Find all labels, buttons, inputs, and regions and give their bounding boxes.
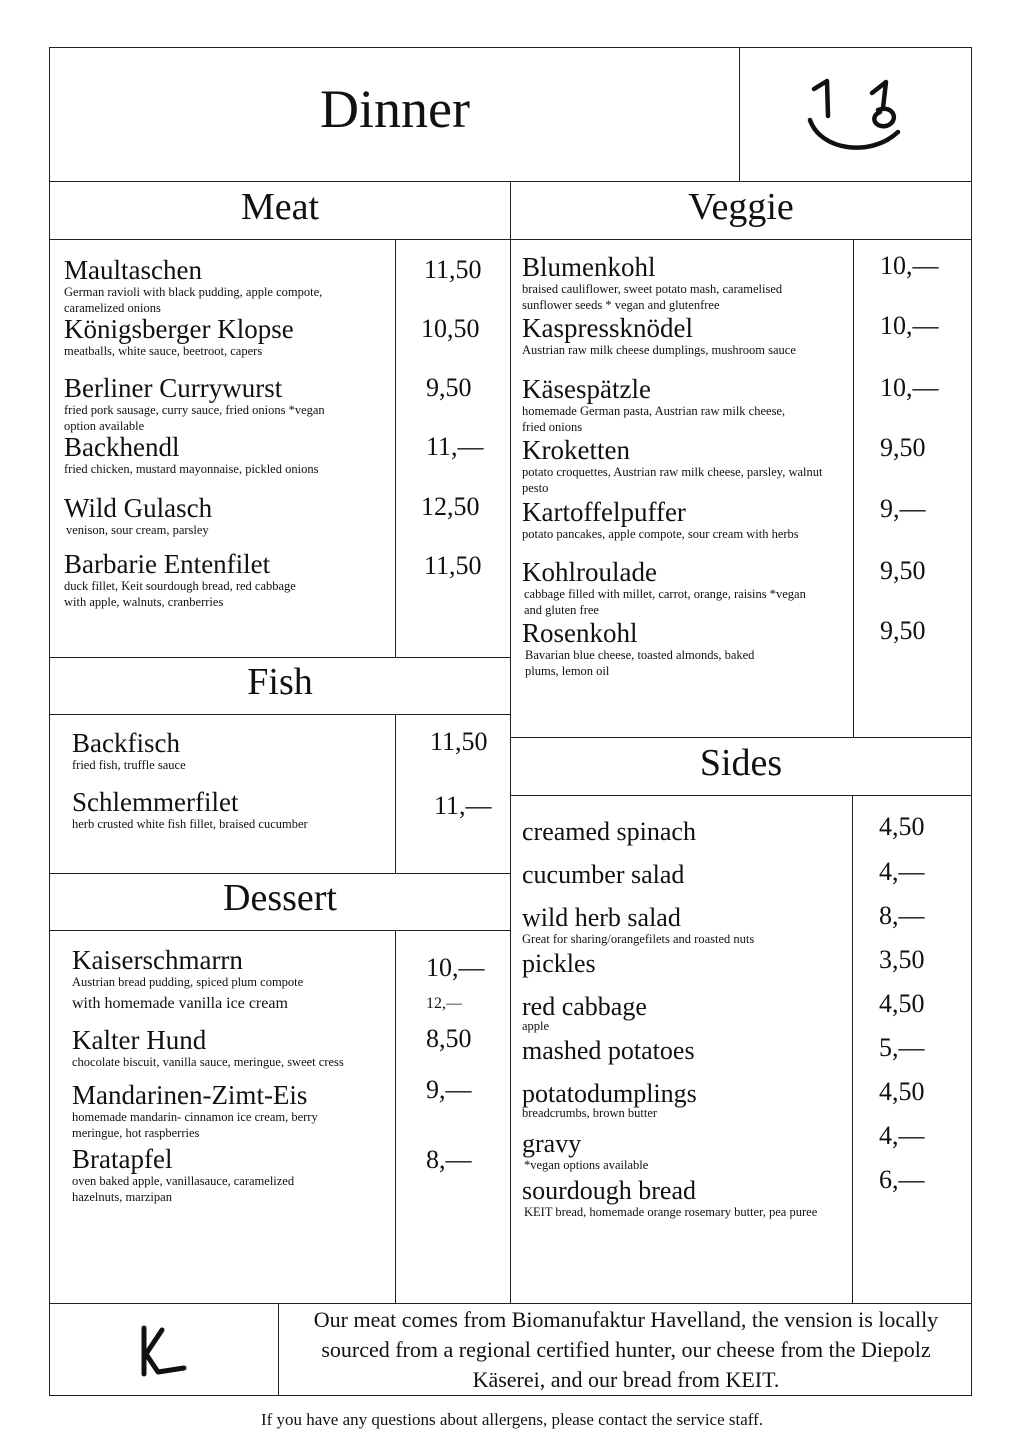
- item-price: 10,50: [421, 314, 480, 343]
- menu-item-berliner-currywurst: [64, 375, 384, 434]
- item-name: Kartoffelpuffer: [522, 497, 686, 527]
- page-title: Dinner: [320, 79, 470, 139]
- item-name: Berliner Currywurst: [64, 373, 283, 403]
- dessert-price-cell: [395, 930, 511, 1304]
- item-price: 11,—: [426, 432, 484, 461]
- menu-item-kohlroulade: [522, 559, 842, 618]
- item-price: 9,50: [880, 556, 926, 585]
- item-price: 10,—: [880, 373, 939, 402]
- item-price: 12,50: [421, 492, 480, 521]
- item-name: sourdough bread: [522, 1176, 697, 1205]
- veggie-heading: Veggie: [688, 186, 794, 228]
- item-extra: with homemade vanilla ice cream: [72, 995, 288, 1012]
- item-desc: Austrian raw milk cheese dumplings, mushroom sauce: [522, 343, 796, 357]
- menu-item-kaspressknoedel: [522, 315, 842, 358]
- item-name: Maultaschen: [64, 255, 202, 285]
- item-name: Kohlroulade: [522, 557, 657, 587]
- menu-item-backhendl: [64, 434, 384, 477]
- item-name: Käsespätzle: [522, 374, 651, 404]
- item-name: Schlemmerfilet: [72, 787, 239, 817]
- menu-item-kalter-hund: [72, 1027, 372, 1070]
- item-name: Barbarie Entenfilet: [64, 549, 271, 579]
- item-desc: Great for sharing/orangefilets and roasted nuts: [522, 932, 755, 946]
- side-item-pickles: [522, 951, 842, 977]
- item-price: 8,50: [426, 1024, 472, 1053]
- item-price: 4,—: [879, 1121, 925, 1150]
- menu-item-rosenkohl: [522, 620, 842, 679]
- item-price: 11,50: [430, 727, 488, 756]
- menu-item-barbarie-entenfilet: [64, 551, 384, 610]
- item-name: red cabbage: [522, 992, 647, 1021]
- item-price: 4,—: [879, 857, 925, 886]
- menu-item-kroketten: [522, 437, 842, 496]
- meat-heading: Meat: [240, 186, 320, 228]
- sides-heading: Sides: [699, 742, 783, 784]
- item-name: cucumber salad: [522, 860, 685, 889]
- side-item-red-cabbage: [522, 994, 842, 1033]
- side-item-sourdough-bread: [522, 1178, 842, 1220]
- side-item-potatodumplings: [522, 1081, 842, 1120]
- sourcing-note: Our meat comes from Biomanufaktur Havelland, the vension is locally sourced from a regional certified hunter, our cheese from the Diepolz Käserei, and our bread from KEIT.: [313, 1307, 939, 1392]
- item-extra-price: 12,—: [426, 995, 462, 1012]
- menu-item-kaiserschmarrn: [72, 947, 382, 1014]
- menu-item-maultaschen: [64, 257, 364, 316]
- item-name: wild herb salad: [522, 903, 681, 932]
- item-desc: braised cauliflower, sweet potato mash, caramelised sunflower seeds * vegan and glutenfree: [522, 282, 783, 312]
- item-price: 9,50: [426, 373, 472, 402]
- item-desc: duck fillet, Keit sourdough bread, red cabbage with apple, walnuts, cranberries: [64, 579, 296, 609]
- item-name: Backhendl: [64, 432, 180, 462]
- menu-item-kaesespaetzle: [522, 376, 842, 435]
- item-name: pickles: [522, 949, 596, 978]
- item-name: Blumenkohl: [522, 252, 656, 282]
- item-price: 5,—: [879, 1033, 925, 1062]
- item-name: Bratapfel: [72, 1144, 173, 1174]
- item-name: Königsberger Klopse: [64, 314, 294, 344]
- item-price: 9,50: [880, 616, 926, 645]
- item-price: 11,50: [424, 255, 482, 284]
- item-price: 8,—: [879, 901, 925, 930]
- item-name: gravy: [522, 1129, 582, 1158]
- item-desc: oven baked apple, vanillasauce, caramelized hazelnuts, marzipan: [72, 1174, 295, 1204]
- item-price: 11,—: [434, 791, 492, 820]
- item-name: Backfisch: [72, 728, 180, 758]
- item-name: creamed spinach: [522, 817, 696, 846]
- item-desc: apple: [522, 1019, 550, 1033]
- side-item-gravy: [522, 1131, 842, 1173]
- item-desc: herb crusted white fish fillet, braised cucumber: [72, 817, 308, 831]
- item-price: 10,—: [426, 953, 485, 982]
- smiley-scribble-icon: [800, 70, 910, 160]
- menu-item-koenigsberger-klopse: [64, 316, 384, 359]
- item-desc: Austrian bread pudding, spiced plum compote: [72, 975, 304, 989]
- item-price: 4,50: [879, 812, 925, 841]
- allergen-note: If you have any questions about allergens, please contact the service staff.: [260, 1410, 764, 1429]
- menu-item-kartoffelpuffer: [522, 499, 842, 542]
- item-desc: breadcrumbs, brown butter: [522, 1106, 658, 1120]
- menu-item-schlemmerfilet: [72, 789, 382, 832]
- side-item-wild-herb-salad: [522, 905, 842, 947]
- item-price: 9,—: [880, 494, 926, 523]
- item-name: potatodumplings: [522, 1079, 697, 1108]
- item-name: Mandarinen-Zimt-Eis: [72, 1080, 308, 1110]
- item-desc: meatballs, white sauce, beetroot, capers: [64, 344, 263, 358]
- item-desc: German ravioli with black pudding, apple compote, caramelized onions: [64, 285, 323, 315]
- item-name: Kaiserschmarrn: [72, 945, 243, 975]
- item-desc: chocolate biscuit, vanilla sauce, meringue, sweet cress: [72, 1055, 344, 1069]
- item-desc: fried fish, truffle sauce: [72, 758, 186, 772]
- item-desc: fried pork sausage, curry sauce, fried onions *vegan option available: [64, 403, 325, 433]
- item-price: 11,50: [424, 551, 482, 580]
- menu-item-bratapfel: [72, 1146, 382, 1205]
- item-desc: cabbage filled with millet, carrot, orange, raisins *vegan and gluten free: [524, 587, 806, 617]
- dessert-heading: Dessert: [223, 877, 337, 919]
- item-price: 4,50: [879, 989, 925, 1018]
- side-item-cucumber-salad: [522, 862, 842, 888]
- item-price: 3,50: [879, 945, 925, 974]
- fish-heading: Fish: [247, 661, 313, 703]
- item-desc: KEIT bread, homemade orange rosemary butter, pea puree: [524, 1205, 818, 1219]
- item-desc: homemade mandarin- cinnamon ice cream, berry meringue, hot raspberries: [72, 1110, 318, 1140]
- item-name: Kaspressknödel: [522, 313, 693, 343]
- menu-item-wild-gulasch: [64, 495, 384, 538]
- item-price: 10,—: [880, 251, 939, 280]
- side-item-mashed-potatoes: [522, 1038, 842, 1064]
- item-name: mashed potatoes: [522, 1036, 695, 1065]
- item-desc: homemade German pasta, Austrian raw milk cheese, fried onions: [522, 404, 786, 434]
- item-desc: venison, sour cream, parsley: [66, 523, 209, 537]
- item-price: 9,50: [880, 433, 926, 462]
- menu-item-mandarinen-zimt-eis: [72, 1082, 382, 1141]
- item-name: Rosenkohl: [522, 618, 638, 648]
- item-desc: potato croquettes, Austrian raw milk cheese, parsley, walnut pesto: [522, 465, 823, 495]
- item-price: 4,50: [879, 1077, 925, 1106]
- item-desc: *vegan options available: [524, 1158, 649, 1172]
- item-desc: fried chicken, mustard mayonnaise, pickled onions: [64, 462, 319, 476]
- side-item-creamed-spinach: [522, 819, 842, 845]
- menu-item-blumenkohl: [522, 254, 842, 313]
- item-price: 10,—: [880, 311, 939, 340]
- item-desc: Bavarian blue cheese, toasted almonds, baked plums, lemon oil: [525, 648, 755, 678]
- item-name: Wild Gulasch: [64, 493, 213, 523]
- item-name: Kalter Hund: [72, 1025, 207, 1055]
- item-name: Kroketten: [522, 435, 630, 465]
- item-price: 9,—: [426, 1075, 472, 1104]
- menu-item-backfisch: [72, 730, 382, 773]
- item-price: 6,—: [879, 1165, 925, 1194]
- keit-logo-icon: [136, 1322, 192, 1380]
- item-desc: potato pancakes, apple compote, sour cream with herbs: [522, 527, 799, 541]
- item-price: 8,—: [426, 1145, 472, 1174]
